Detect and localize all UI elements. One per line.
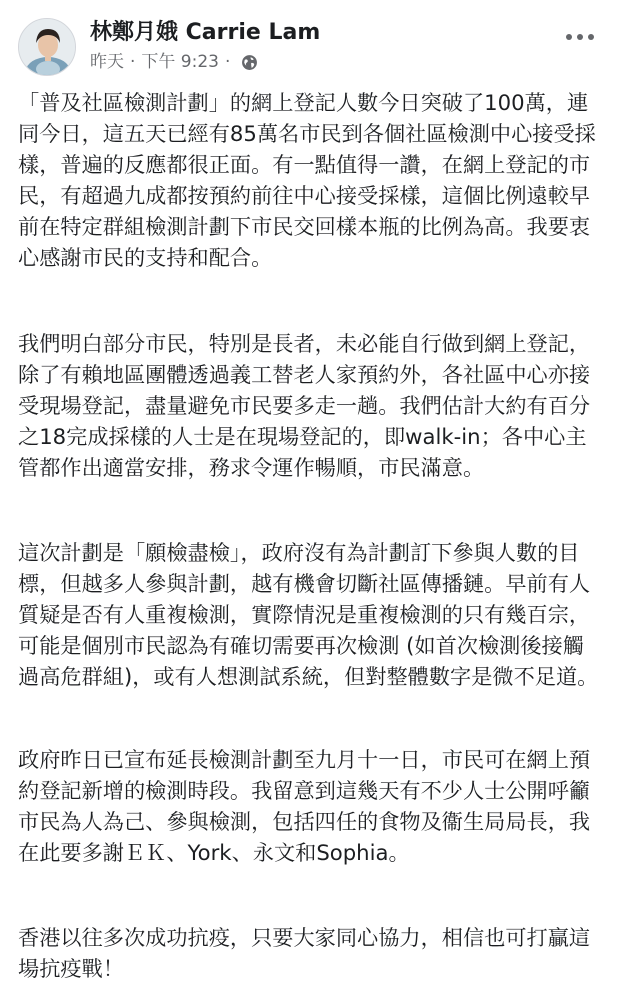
post-date[interactable]: 昨天 bbox=[90, 52, 124, 72]
post-paragraph: 「普及社區檢測計劃」的網上登記人數今日突破了100萬，連同今日，這五天已經有85萬名市民到各個社區檢測中心接受採樣，普遍的反應都很正面。有一點值得一讚，在網上登記的市民，有超過九成都按預約前往中心接受採樣，這個比例遠較早前在特定群組檢測計劃下市民交回樣本瓶的比例為高。我要衷心感謝市民的支持和配合。 bbox=[18, 90, 596, 270]
meta-separator: · bbox=[130, 52, 136, 72]
avatar[interactable] bbox=[18, 18, 76, 76]
post-time[interactable]: 下午 9:23 bbox=[141, 52, 219, 72]
post-paragraph: 這次計劃是「願檢盡檢」，政府沒有為計劃訂下參與人數的目標，但越多人參與計劃，越有機會切斷社區傳播鏈。早前有人質疑是否有人重複檢測，實際情況是重複檢測的只有幾百宗，可能是個別市民認為有確切需要再次檢測 (如首次檢測後接觸過高危群組)，或有人想測試系統，但對整體數字是微不足道。 bbox=[18, 540, 599, 689]
post-paragraph: 香港以往多次成功抗疫，只要大家同心協力，相信也可打贏這場抗疫戰！ bbox=[18, 925, 591, 981]
author-name[interactable]: 林鄭月娥 Carrie Lam bbox=[90, 20, 321, 45]
avatar-portrait bbox=[19, 19, 76, 76]
meta-separator: · bbox=[225, 52, 231, 72]
post-paragraph: 我們明白部分市民，特別是長者，未必能自行做到網上登記，除了有賴地區團體透過義工替老人家預約外，各社區中心亦接受現場登記，盡量避免市民要多走一趟。我們估計大約有百分之18完成採樣的人士是在現場登記的，即walk-in；各中心主管都作出適當安排，務求令運作暢順，市民滿意。 bbox=[18, 331, 591, 480]
globe-icon[interactable] bbox=[241, 54, 258, 71]
post-header bbox=[18, 18, 601, 80]
post-meta bbox=[90, 51, 258, 73]
post-paragraph: 政府昨日已宣布延長檢測計劃至九月十一日，市民可在網上預約登記新增的檢測時段。我留意到這幾天有不少人士公開呼籲市民為人為己、參與檢測，包括四任的食物及衞生局局長，我在此要多謝ＥＫ、York、永文和Sophia。 bbox=[18, 747, 591, 865]
ellipsis-icon[interactable] bbox=[565, 32, 595, 42]
